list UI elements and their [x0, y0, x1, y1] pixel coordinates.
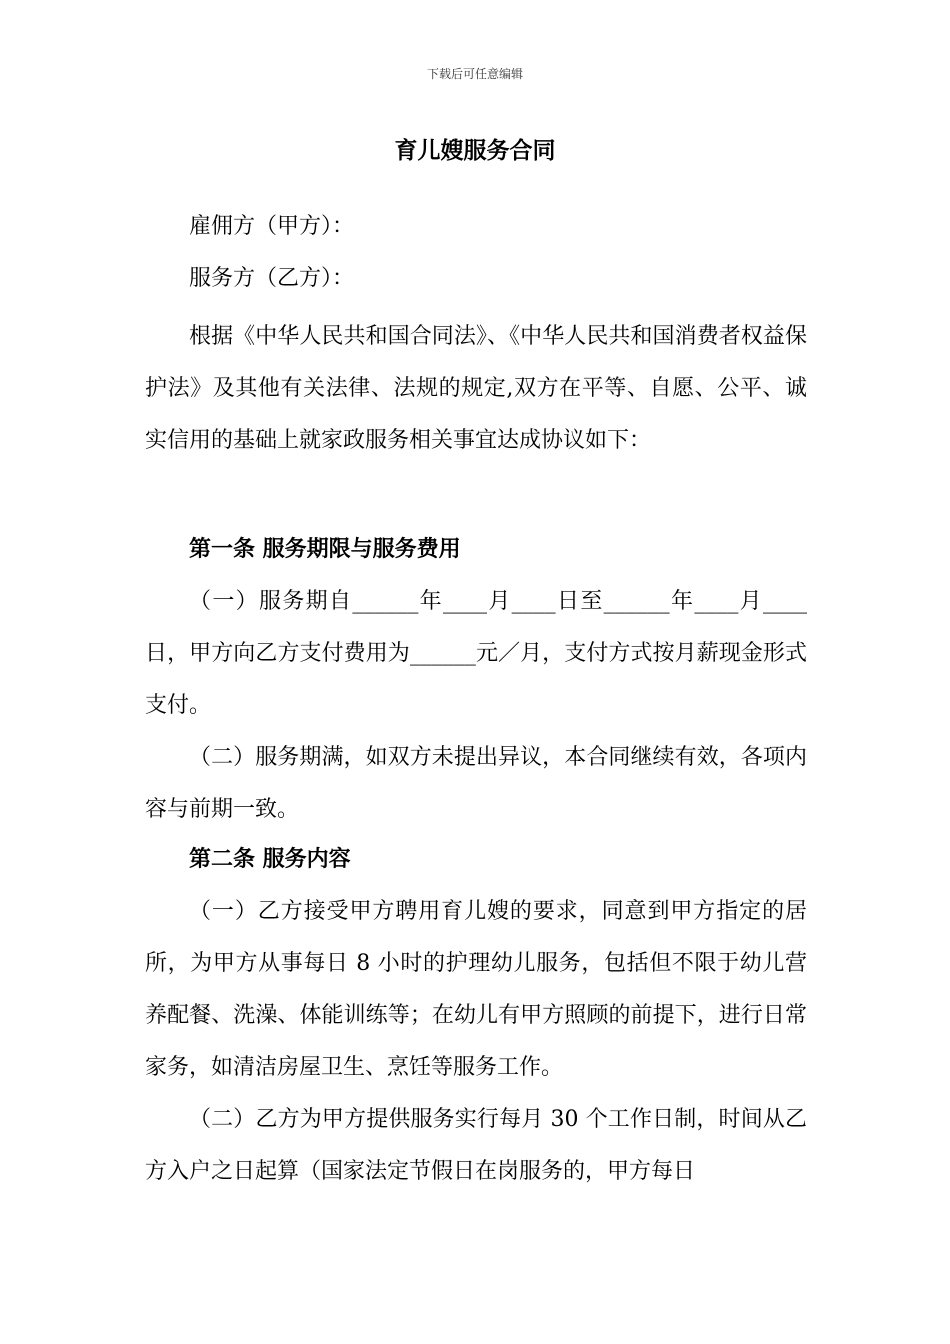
preamble-text: 根据《中华人民共和国合同法》、《中华人民共和国消费者权益保护法》及其他有关法律、法规的规定,双方在平等、自愿、公平、诚实信用的基础上就家政服务相关事宜达成协议如下：	[145, 324, 807, 453]
parties-block	[145, 201, 807, 305]
article-2	[145, 834, 807, 1198]
party-b-line: 服务方（乙方）：	[189, 266, 355, 291]
header-note: 下载后可任意编辑	[426, 67, 523, 81]
article-2-heading: 第二条 服务内容	[189, 847, 351, 872]
article-1	[145, 524, 807, 836]
preamble-paragraph	[145, 311, 807, 467]
article-1-heading: 第一条 服务期限与服务费用	[189, 537, 461, 562]
article-2-clause-1: （一）乙方接受甲方聘用育儿嫂的要求，同意到甲方指定的居所，为甲方从事每日 8 小时的护理幼儿服务，包括但不限于幼儿营养配餐、洗澡、体能训练等；在幼儿有甲方照顾的前提下，进行日常家务，如清洁房屋卫生、烹饪等服务工作。	[145, 899, 807, 1080]
party-a-line: 雇佣方（甲方）：	[189, 214, 355, 239]
document-title: 育儿嫂服务合同	[394, 138, 556, 164]
article-1-clause-1: （一）服务期自______年____月____日至______年____月____日，甲方向乙方支付费用为______元／月，支付方式按月薪现金形式支付。	[145, 589, 807, 718]
article-2-clause-2: （二）乙方为甲方提供服务实行每月 30 个工作日制，时间从乙方入户之日起算（国家法定节假日在岗服务的，甲方每日	[145, 1107, 807, 1184]
article-1-clause-2: （二）服务期满，如双方未提出异议，本合同继续有效，各项内容与前期一致。	[145, 745, 807, 822]
